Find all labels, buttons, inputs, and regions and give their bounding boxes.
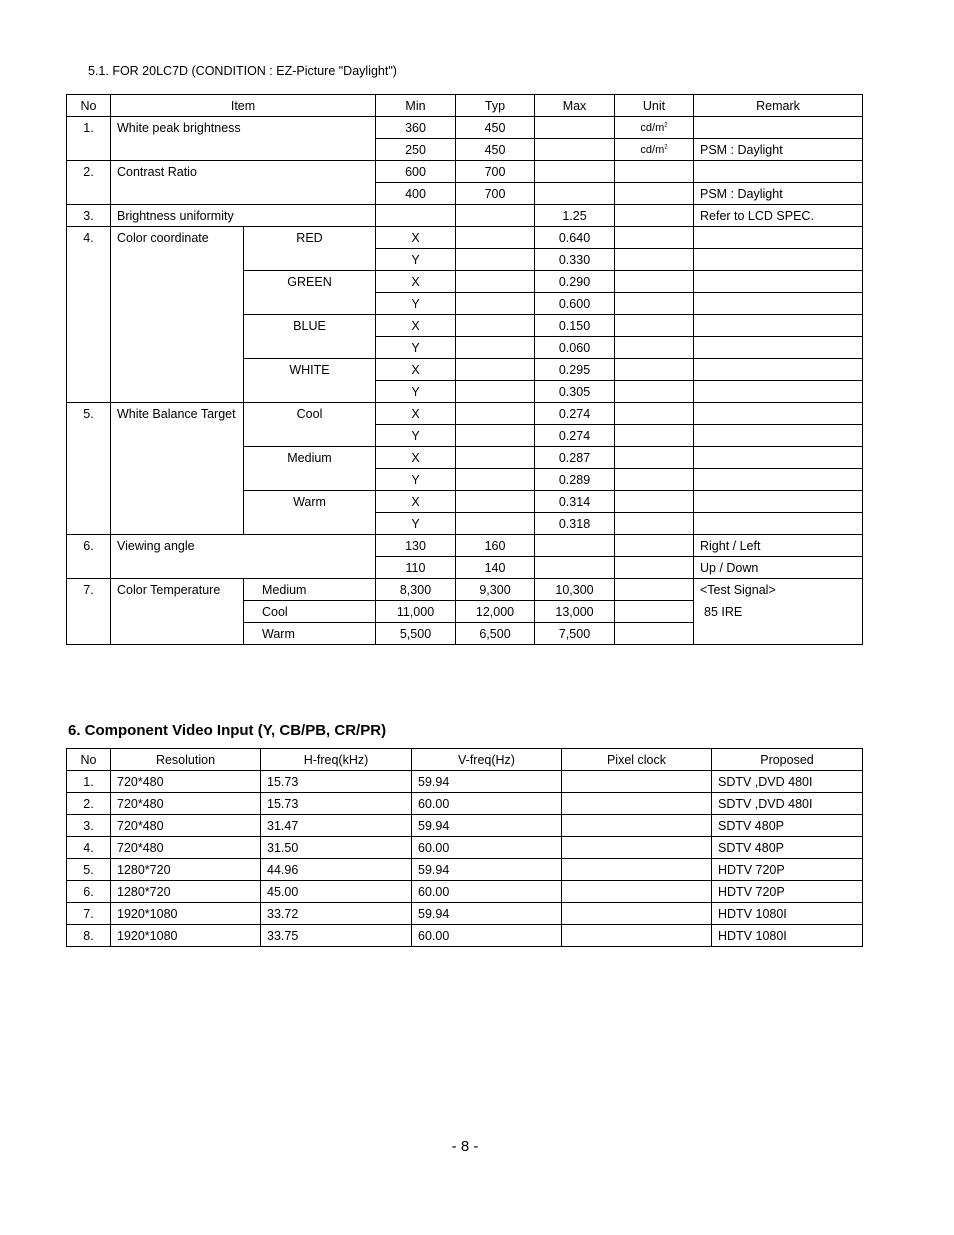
unit-superscript: 2 bbox=[664, 143, 668, 150]
min-value: 250 bbox=[376, 139, 456, 161]
col-header-no: No bbox=[67, 95, 111, 117]
temperature-label: Cool bbox=[244, 601, 376, 623]
row-number: 1. bbox=[67, 117, 111, 161]
col-header-typ: Typ bbox=[456, 95, 535, 117]
min-value: 360 bbox=[376, 117, 456, 139]
typ-value: 700 bbox=[456, 161, 535, 183]
col-header-remark: Remark bbox=[694, 95, 863, 117]
remark-value bbox=[694, 579, 863, 645]
min-value bbox=[456, 271, 535, 293]
typ-value: 0.060 bbox=[535, 337, 615, 359]
proposed-value: SDTV ,DVD 480I bbox=[712, 771, 863, 793]
typ-value: 0.640 bbox=[535, 227, 615, 249]
spec-table bbox=[66, 94, 863, 645]
typ-value: 0.318 bbox=[535, 513, 615, 535]
max-value bbox=[535, 535, 615, 557]
unit-superscript: 2 bbox=[664, 121, 668, 128]
table-row bbox=[67, 579, 863, 601]
min-value bbox=[456, 469, 535, 491]
vfreq-value: 59.94 bbox=[412, 903, 562, 925]
typ-value: 0.150 bbox=[535, 315, 615, 337]
min-value bbox=[456, 315, 535, 337]
section-5-1-title: 5.1. FOR 20LC7D (CONDITION : EZ-Picture "Daylight") bbox=[88, 64, 397, 78]
row-number: 3. bbox=[67, 205, 111, 227]
temperature-label: Warm bbox=[244, 623, 376, 645]
row-number: 4. bbox=[67, 837, 111, 859]
min-value bbox=[456, 447, 535, 469]
row-number: 7. bbox=[67, 579, 111, 645]
temperature-label: Medium bbox=[244, 579, 376, 601]
resolution-value: 1280*720 bbox=[111, 859, 261, 881]
vfreq-value: 59.94 bbox=[412, 815, 562, 837]
unit-value bbox=[615, 183, 694, 205]
color-label: RED bbox=[244, 227, 376, 271]
axis-label: Y bbox=[376, 425, 456, 447]
min-value bbox=[456, 425, 535, 447]
color-label: GREEN bbox=[244, 271, 376, 315]
max-value bbox=[615, 513, 694, 535]
pixel-clock-value bbox=[562, 925, 712, 947]
row-number: 6. bbox=[67, 535, 111, 579]
row-number: 8. bbox=[67, 925, 111, 947]
unit-value bbox=[615, 161, 694, 183]
typ-value: 6,500 bbox=[456, 623, 535, 645]
axis-label: X bbox=[376, 447, 456, 469]
test-signal-label: <Test Signal> bbox=[700, 583, 776, 597]
max-value bbox=[615, 249, 694, 271]
min-value bbox=[456, 227, 535, 249]
max-value bbox=[535, 117, 615, 139]
min-value bbox=[456, 337, 535, 359]
typ-value: 700 bbox=[456, 183, 535, 205]
min-value: 5,500 bbox=[376, 623, 456, 645]
table-row bbox=[67, 815, 863, 837]
max-value bbox=[615, 293, 694, 315]
min-value bbox=[456, 293, 535, 315]
vfreq-value: 60.00 bbox=[412, 925, 562, 947]
unit-value bbox=[694, 359, 863, 381]
pixel-clock-value bbox=[562, 793, 712, 815]
hfreq-value: 31.47 bbox=[261, 815, 412, 837]
row-number: 7. bbox=[67, 903, 111, 925]
axis-label: X bbox=[376, 227, 456, 249]
row-number: 6. bbox=[67, 881, 111, 903]
resolution-value: 1280*720 bbox=[111, 881, 261, 903]
axis-label: X bbox=[376, 403, 456, 425]
hfreq-value: 33.72 bbox=[261, 903, 412, 925]
col-header-max: Max bbox=[535, 95, 615, 117]
hfreq-value: 44.96 bbox=[261, 859, 412, 881]
table-row bbox=[67, 535, 863, 557]
typ-value: 0.274 bbox=[535, 425, 615, 447]
row-number: 5. bbox=[67, 859, 111, 881]
col-header-pixel-clock: Pixel clock bbox=[562, 749, 712, 771]
max-value: 1.25 bbox=[535, 205, 615, 227]
unit-value bbox=[694, 447, 863, 469]
max-value bbox=[535, 557, 615, 579]
unit-value bbox=[615, 117, 694, 139]
vfreq-value: 59.94 bbox=[412, 859, 562, 881]
row-number: 1. bbox=[67, 771, 111, 793]
typ-value: 160 bbox=[456, 535, 535, 557]
remark-value: PSM : Daylight bbox=[694, 139, 863, 161]
min-value bbox=[456, 403, 535, 425]
min-value bbox=[456, 491, 535, 513]
table-row bbox=[67, 837, 863, 859]
unit-value bbox=[615, 139, 694, 161]
hfreq-value: 45.00 bbox=[261, 881, 412, 903]
balance-label: Warm bbox=[244, 491, 376, 535]
axis-label: Y bbox=[376, 293, 456, 315]
typ-value: 0.287 bbox=[535, 447, 615, 469]
min-value: 130 bbox=[376, 535, 456, 557]
min-value bbox=[456, 381, 535, 403]
pixel-clock-value bbox=[562, 881, 712, 903]
axis-label: X bbox=[376, 359, 456, 381]
row-number: 3. bbox=[67, 815, 111, 837]
max-value: 13,000 bbox=[535, 601, 615, 623]
resolution-value: 720*480 bbox=[111, 837, 261, 859]
vfreq-value: 60.00 bbox=[412, 837, 562, 859]
pixel-clock-value bbox=[562, 859, 712, 881]
col-header-hfreq: H-freq(kHz) bbox=[261, 749, 412, 771]
remark-value: Refer to LCD SPEC. bbox=[694, 205, 863, 227]
unit-value bbox=[615, 557, 694, 579]
max-value: 7,500 bbox=[535, 623, 615, 645]
typ-value: 140 bbox=[456, 557, 535, 579]
row-number: 2. bbox=[67, 793, 111, 815]
color-label: BLUE bbox=[244, 315, 376, 359]
max-value bbox=[535, 139, 615, 161]
remark-value bbox=[694, 161, 863, 183]
table-row bbox=[67, 403, 863, 425]
unit-value bbox=[694, 513, 863, 535]
typ-value: 0.330 bbox=[535, 249, 615, 271]
proposed-value: HDTV 1080I bbox=[712, 903, 863, 925]
max-value bbox=[615, 403, 694, 425]
table-row bbox=[67, 117, 863, 139]
axis-label: Y bbox=[376, 381, 456, 403]
max-value bbox=[615, 359, 694, 381]
axis-label: X bbox=[376, 315, 456, 337]
unit-value bbox=[694, 381, 863, 403]
axis-label: Y bbox=[376, 337, 456, 359]
unit-value bbox=[694, 491, 863, 513]
typ-value: 0.314 bbox=[535, 491, 615, 513]
hfreq-value: 31.50 bbox=[261, 837, 412, 859]
min-value bbox=[456, 359, 535, 381]
min-value: 400 bbox=[376, 183, 456, 205]
axis-label: Y bbox=[376, 469, 456, 491]
balance-label: Cool bbox=[244, 403, 376, 447]
pixel-clock-value bbox=[562, 815, 712, 837]
typ-value: 0.289 bbox=[535, 469, 615, 491]
item-label: Viewing angle bbox=[111, 535, 376, 579]
unit-text: cd/m bbox=[640, 143, 665, 156]
color-label: WHITE bbox=[244, 359, 376, 403]
balance-label: Medium bbox=[244, 447, 376, 491]
table-row bbox=[67, 925, 863, 947]
unit-value bbox=[694, 227, 863, 249]
spec-header-row bbox=[67, 95, 863, 117]
item-label: White peak brightness bbox=[111, 117, 376, 161]
table-row bbox=[67, 227, 863, 249]
unit-value bbox=[615, 601, 694, 623]
max-value bbox=[535, 161, 615, 183]
typ-value: 450 bbox=[456, 139, 535, 161]
resolution-value: 1920*1080 bbox=[111, 903, 261, 925]
table-row bbox=[67, 881, 863, 903]
table-row bbox=[67, 859, 863, 881]
unit-value bbox=[694, 469, 863, 491]
proposed-value: HDTV 720P bbox=[712, 881, 863, 903]
max-value bbox=[615, 337, 694, 359]
max-value bbox=[615, 271, 694, 293]
max-value: 10,300 bbox=[535, 579, 615, 601]
col-header-item: Item bbox=[111, 95, 376, 117]
proposed-value: HDTV 1080I bbox=[712, 925, 863, 947]
col-header-vfreq: V-freq(Hz) bbox=[412, 749, 562, 771]
proposed-value: SDTV 480P bbox=[712, 815, 863, 837]
typ-value: 450 bbox=[456, 117, 535, 139]
unit-value bbox=[615, 535, 694, 557]
typ-value: 0.600 bbox=[535, 293, 615, 315]
table-row bbox=[67, 793, 863, 815]
min-value: 110 bbox=[376, 557, 456, 579]
typ-value bbox=[456, 205, 535, 227]
item-label: Color Temperature bbox=[111, 579, 244, 645]
max-value bbox=[615, 447, 694, 469]
col-header-proposed: Proposed bbox=[712, 749, 863, 771]
proposed-value: SDTV 480P bbox=[712, 837, 863, 859]
row-number: 5. bbox=[67, 403, 111, 535]
max-value bbox=[615, 315, 694, 337]
pixel-clock-value bbox=[562, 837, 712, 859]
video-header-row bbox=[67, 749, 863, 771]
min-value bbox=[456, 249, 535, 271]
vfreq-value: 60.00 bbox=[412, 881, 562, 903]
unit-value bbox=[615, 623, 694, 645]
max-value bbox=[615, 381, 694, 403]
proposed-value: SDTV ,DVD 480I bbox=[712, 793, 863, 815]
axis-label: Y bbox=[376, 249, 456, 271]
axis-label: Y bbox=[376, 513, 456, 535]
vfreq-value: 59.94 bbox=[412, 771, 562, 793]
max-value bbox=[615, 469, 694, 491]
min-value bbox=[376, 205, 456, 227]
max-value bbox=[535, 183, 615, 205]
col-header-no: No bbox=[67, 749, 111, 771]
item-label: Color coordinate bbox=[111, 227, 244, 403]
row-number: 4. bbox=[67, 227, 111, 403]
row-number: 2. bbox=[67, 161, 111, 205]
component-video-table bbox=[66, 748, 863, 947]
col-header-unit: Unit bbox=[615, 95, 694, 117]
section-6-title: 6. Component Video Input (Y, CB/PB, CR/PR) bbox=[68, 722, 387, 739]
col-header-min: Min bbox=[376, 95, 456, 117]
unit-value bbox=[694, 337, 863, 359]
typ-value: 0.295 bbox=[535, 359, 615, 381]
test-signal-level: 85 IRE bbox=[704, 605, 743, 619]
typ-value: 0.305 bbox=[535, 381, 615, 403]
resolution-value: 1920*1080 bbox=[111, 925, 261, 947]
unit-value bbox=[694, 271, 863, 293]
table-row bbox=[67, 161, 863, 183]
unit-text: cd/m bbox=[640, 121, 665, 134]
max-value bbox=[615, 425, 694, 447]
typ-value: 0.290 bbox=[535, 271, 615, 293]
pixel-clock-value bbox=[562, 771, 712, 793]
hfreq-value: 15.73 bbox=[261, 771, 412, 793]
typ-value: 12,000 bbox=[456, 601, 535, 623]
unit-value bbox=[694, 315, 863, 337]
table-row bbox=[67, 205, 863, 227]
item-label: White Balance Target bbox=[111, 403, 244, 535]
proposed-value: HDTV 720P bbox=[712, 859, 863, 881]
item-label: Brightness uniformity bbox=[111, 205, 376, 227]
remark-value bbox=[694, 117, 863, 139]
resolution-value: 720*480 bbox=[111, 771, 261, 793]
remark-value: Up / Down bbox=[694, 557, 863, 579]
remark-value: Right / Left bbox=[694, 535, 863, 557]
unit-value bbox=[694, 249, 863, 271]
col-header-resolution: Resolution bbox=[111, 749, 261, 771]
axis-label: X bbox=[376, 271, 456, 293]
pixel-clock-value bbox=[562, 903, 712, 925]
hfreq-value: 15.73 bbox=[261, 793, 412, 815]
max-value bbox=[615, 227, 694, 249]
unit-value bbox=[615, 205, 694, 227]
min-value bbox=[456, 513, 535, 535]
typ-value: 9,300 bbox=[456, 579, 535, 601]
unit-value bbox=[694, 293, 863, 315]
video-table-body bbox=[67, 771, 863, 947]
remark-value: PSM : Daylight bbox=[694, 183, 863, 205]
resolution-value: 720*480 bbox=[111, 815, 261, 837]
table-row bbox=[67, 903, 863, 925]
min-value: 600 bbox=[376, 161, 456, 183]
min-value: 8,300 bbox=[376, 579, 456, 601]
unit-value bbox=[694, 403, 863, 425]
unit-value bbox=[694, 425, 863, 447]
max-value bbox=[615, 491, 694, 513]
axis-label: X bbox=[376, 491, 456, 513]
min-value: 11,000 bbox=[376, 601, 456, 623]
unit-value bbox=[615, 579, 694, 601]
vfreq-value: 60.00 bbox=[412, 793, 562, 815]
resolution-value: 720*480 bbox=[111, 793, 261, 815]
table-row bbox=[67, 771, 863, 793]
typ-value: 0.274 bbox=[535, 403, 615, 425]
page-number: - 8 - bbox=[451, 1138, 479, 1155]
hfreq-value: 33.75 bbox=[261, 925, 412, 947]
item-label: Contrast Ratio bbox=[111, 161, 376, 205]
